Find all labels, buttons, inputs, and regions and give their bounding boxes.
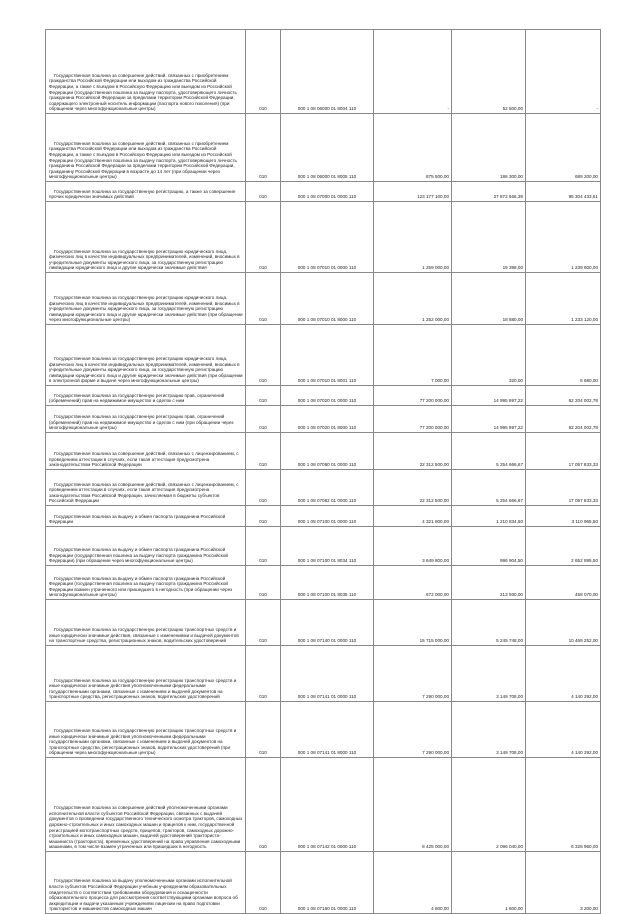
row-name-text: Государственная пошлина за государственную регистрацию юридического лица, физических лиц в качестве индивидуальных предпринимателей, изменений, вносимых в учредительные документы юридического лица, за государственную регистрацию ликвидации юридического лица и другие юридически значимые действия (при обращении в электронной форме и выдаче через многофункциональные центры)	[49, 356, 243, 384]
row-approved-cell: 15 715 000,00	[374, 600, 452, 646]
row-name-cell	[46, 758, 246, 852]
row-executed-cell: 213 930,00	[452, 566, 526, 600]
table-row	[46, 470, 601, 506]
row-name-text: Государственная пошлина за государственную регистрацию транспортных средств и иные юридически значимые действия уполномоченными федеральными государственными органами, связанные с изменением и выдачей документов на транспортные средства, регистрационных знаков, водительских удостоверений	[49, 677, 237, 700]
row-name-text: Государственная пошлина за государственную регистрацию транспортных средств и иные юридически значимые действия уполномоченными федеральными государственными органами, связанные с изменением и выдачей документов на транспортные средства, регистрационных знаков, водительских удостоверений (при обращении через многофункциональные центры)	[49, 728, 237, 756]
row-approved-cell: -	[374, 30, 452, 114]
row-approved-cell: 875 500,00	[374, 114, 452, 182]
row-remaining-cell: 10 469 252,00	[526, 600, 601, 646]
row-code-cell: 010	[246, 273, 281, 325]
row-name-cell	[46, 566, 246, 600]
row-code-cell: 010	[246, 758, 281, 852]
row-approved-cell: 123 177 100,00	[374, 182, 452, 202]
row-executed-cell: 27 872 666,39	[452, 182, 526, 202]
table-row	[46, 30, 601, 114]
row-approved-cell: 4 321 800,00	[374, 506, 452, 527]
row-remaining-cell: 458 070,00	[526, 566, 601, 600]
row-code-cell: 010	[246, 600, 281, 646]
row-executed-cell: 19 398,00	[452, 202, 526, 273]
table-row	[46, 646, 601, 702]
row-name-text: Государственная пошлина за совершение действий, связанных с лицензированием, с проведением аттестации в случаях, если такая аттестация предусмотрена законодательством Российской Федерации, зачисляемая в бюджеты субъектов Российской Федерации	[49, 481, 239, 504]
row-executed-cell: 5 254 666,67	[452, 433, 526, 470]
row-remaining-cell: 1 239 600,00	[526, 202, 601, 273]
table-row	[46, 273, 601, 325]
row-name-cell	[46, 325, 246, 386]
row-code-cell: 010	[246, 433, 281, 470]
row-remaining-cell: 6 680,00	[526, 325, 601, 386]
row-approved-cell: 22 312 500,00	[374, 470, 452, 506]
row-remaining-cell: 95 304 433,61	[526, 182, 601, 202]
row-remaining-cell: 3 200,00	[526, 852, 601, 914]
table-row	[46, 325, 601, 386]
row-name-text: Государственная пошлина за выдачу уполномоченными органами исполнительной власти субъектов Российской Федерации учебным учреждениям образовательных свидетельств о соответствии требованиям оборудования и оснащенности образовательного процесса для рассмотрения соответствующими органами вопроса об аккредитации и выдачи указанным учреждениям лицензии на право подготовки трактористов и машинистов самоходных машин	[49, 878, 238, 912]
row-name-text: Государственная пошлина за государственную регистрацию прав, ограничений (обременений) прав на недвижимое имущество и сделок с ним (при обращении через многофункциональные центры)	[49, 414, 234, 431]
row-kbk-cell: 000 1 08 07010 01 8001 110	[281, 325, 374, 386]
table-row	[46, 386, 601, 406]
row-kbk-cell: 000 1 08 07100 01 0000 110	[281, 506, 374, 527]
row-approved-cell: 672 000,00	[374, 566, 452, 600]
row-name-text: Государственная пошлина за выдачу и обмен паспорта гражданина Российской Федерации	[49, 513, 226, 525]
row-approved-cell: 3 649 800,00	[374, 527, 452, 566]
row-name-text: Государственная пошлина за выдачу и обмен паспорта гражданина Российской Федерации (государственная пошлина за выдачу паспорта гражданина Российской Федерации взамен утраченного или пришедшего в негодность (при обращении через многофункциональные центры)	[49, 575, 233, 598]
row-name-text: Государственная пошлина за государственную регистрацию, а также за совершение прочих юридически значимых действий	[49, 188, 236, 200]
row-approved-cell: 8 425 000,00	[374, 758, 452, 852]
table-row	[46, 527, 601, 566]
row-kbk-cell: 000 1 08 07080 01 0000 110	[281, 433, 374, 470]
row-name-cell	[46, 470, 246, 506]
revenue-table-body	[46, 30, 601, 914]
row-code-cell: 010	[246, 30, 281, 114]
row-name-text: Государственная пошлина за совершение действий уполномоченными органами исполнительной власти субъектов Российской Федерации, связанных с выдачей документов о проведении государственного технического осмотра тракторов, самоходных дорожно-строительных и иных самоходных машин и прицепов к ним, государственной регистрацией мототранспортных средств, прицепов, тракторов, самоходных дорожно-строительных и иных самоходных машин, выдачей удостоверений тракториста-машиниста (тракториста), временных удостоверений на право управления самоходными машинами, в том числе взамен утраченных или пришедших в негодность	[49, 805, 243, 850]
row-name-cell	[46, 30, 246, 114]
row-code-cell: 010	[246, 182, 281, 202]
row-name-cell	[46, 852, 246, 914]
table-row	[46, 433, 601, 470]
row-remaining-cell: 4 140 292,00	[526, 702, 601, 758]
row-approved-cell: 7 290 000,00	[374, 702, 452, 758]
row-name-text: Государственная пошлина за государственную регистрацию юридического лица, физических лиц в качестве индивидуальных предпринимателей, изменений, вносимых в учредительные документы юридического лица, за государственную регистрацию ликвидации юридического лица и другие юридически значимые действия	[49, 248, 240, 271]
row-code-cell: 010	[246, 852, 281, 914]
row-approved-cell: 1 252 000,00	[374, 273, 452, 325]
row-remaining-cell: 4 140 292,00	[526, 646, 601, 702]
row-executed-cell: 14 995 997,22	[452, 406, 526, 433]
row-approved-cell: 77 200 000,00	[374, 406, 452, 433]
table-row	[46, 600, 601, 646]
row-kbk-cell: 000 1 08 07140 01 0000 110	[281, 600, 374, 646]
row-name-cell	[46, 273, 246, 325]
table-row	[46, 702, 601, 758]
row-name-cell	[46, 386, 246, 406]
row-approved-cell: 7 290 000,00	[374, 646, 452, 702]
row-executed-cell: 320,00	[452, 325, 526, 386]
row-code-cell: 010	[246, 506, 281, 527]
row-code-cell: 010	[246, 470, 281, 506]
row-executed-cell: 5 254 666,67	[452, 470, 526, 506]
row-kbk-cell: 000 1 08 07142 01 0000 110	[281, 758, 374, 852]
revenue-table	[45, 29, 601, 914]
row-kbk-cell: 000 1 08 07082 01 0000 110	[281, 470, 374, 506]
table-row	[46, 852, 601, 914]
row-kbk-cell: 000 1 08 06000 01 8004 110	[281, 30, 374, 114]
row-name-cell	[46, 406, 246, 433]
row-executed-cell: 18 880,00	[452, 273, 526, 325]
row-executed-cell: 1 210 834,50	[452, 506, 526, 527]
row-approved-cell: 4 800,00	[374, 852, 452, 914]
row-name-cell	[46, 506, 246, 527]
row-executed-cell: 3 149 708,00	[452, 702, 526, 758]
row-name-text: Государственная пошлина за совершение действий, связанных с приобретением гражданства Российской Федерации или выходом из гражданства Российской Федерации, а также с въездом в Российскую Федерацию или выездом из Российской Федерации (государственная пошлина за выдачу паспорта, удостоверяющего личность гражданина Российской Федерации за пределами территории Российской Федерации, гражданину Российской Федерации в возрасте до 14 лет (при обращении через многофункциональные центры)	[49, 140, 237, 180]
row-kbk-cell: 000 1 08 07000 01 0000 110	[281, 182, 374, 202]
row-remaining-cell: 1 233 120,00	[526, 273, 601, 325]
row-kbk-cell: 000 1 08 07010 01 0000 110	[281, 202, 374, 273]
row-approved-cell: 77 200 000,00	[374, 386, 452, 406]
row-name-cell	[46, 702, 246, 758]
row-remaining-cell: 62 204 002,78	[526, 406, 601, 433]
row-code-cell: 010	[246, 646, 281, 702]
row-name-text: Государственная пошлина за совершение действий, связанных с приобретением гражданства Российской Федерации или выходом из гражданства Российской Федерации, а также с въездом в Российскую Федерацию или выездом из Российской Федерации (государственная пошлина за выдачу паспорта, удостоверяющего личность гражданина Российской Федерации за пределами территории Российской Федерации, содержащего электронный носитель информации (паспорта нового поколения) (при обращении через многофункциональные центры)	[49, 72, 237, 112]
row-approved-cell: 1 259 000,00	[374, 202, 452, 273]
row-name-cell	[46, 600, 246, 646]
row-remaining-cell: 689 200,00	[526, 114, 601, 182]
row-code-cell: 010	[246, 702, 281, 758]
row-kbk-cell: 000 1 08 07141 01 8000 110	[281, 702, 374, 758]
row-remaining-cell: 2 652 895,50	[526, 527, 601, 566]
table-row	[46, 506, 601, 527]
row-approved-cell: 7 000,00	[374, 325, 452, 386]
table-row	[46, 202, 601, 273]
row-remaining-cell: -	[526, 30, 601, 114]
row-name-text: Государственная пошлина за выдачу и обмен паспорта гражданина Российской Федерации (государственная пошлина за выдачу паспорта гражданина Российской Федерации) (при обращении через многофункциональные центры)	[49, 547, 228, 564]
row-kbk-cell: 000 1 08 07020 01 0000 110	[281, 386, 374, 406]
row-remaining-cell: 17 057 833,33	[526, 433, 601, 470]
row-name-text: Государственная пошлина за совершение действий, связанных с лицензированием, с проведением аттестации в случаях, если такая аттестация предусмотрена законодательством Российской Федерации	[49, 451, 239, 468]
row-executed-cell: 5 245 748,00	[452, 600, 526, 646]
row-remaining-cell: 6 328 960,00	[526, 758, 601, 852]
row-executed-cell: 1 600,00	[452, 852, 526, 914]
row-remaining-cell: 3 110 965,50	[526, 506, 601, 527]
row-executed-cell: 3 149 708,00	[452, 646, 526, 702]
row-kbk-cell: 000 1 08 06000 01 8005 110	[281, 114, 374, 182]
row-remaining-cell: 62 204 002,78	[526, 386, 601, 406]
row-kbk-cell: 000 1 08 07141 01 0000 110	[281, 646, 374, 702]
row-name-cell	[46, 646, 246, 702]
row-kbk-cell: 000 1 08 07100 01 8035 110	[281, 566, 374, 600]
row-kbk-cell: 000 1 08 07100 01 8034 110	[281, 527, 374, 566]
row-executed-cell: 2 096 040,00	[452, 758, 526, 852]
row-code-cell: 010	[246, 325, 281, 386]
table-row	[46, 566, 601, 600]
row-kbk-cell: 000 1 08 07010 01 8000 110	[281, 273, 374, 325]
row-name-text: Государственная пошлина за государственную регистрацию прав, ограничений (обременений) прав на недвижимое имущество и сделок с ним	[49, 392, 225, 404]
row-name-text: Государственная пошлина за государственную регистрацию юридического лица, физических лиц в качестве индивидуальных предпринимателей, изменений, вносимых в учредительные документы юридического лица, за государственную регистрацию ликвидации юридического лица и другие юридически значимые действия (при обращении через многофункциональные центры)	[49, 295, 243, 323]
row-code-cell: 010	[246, 527, 281, 566]
table-row	[46, 406, 601, 433]
row-name-cell	[46, 527, 246, 566]
row-remaining-cell: 17 057 833,33	[526, 470, 601, 506]
row-code-cell: 010	[246, 202, 281, 273]
row-approved-cell: 22 312 500,00	[374, 433, 452, 470]
report-page	[45, 29, 600, 914]
row-executed-cell: 996 904,50	[452, 527, 526, 566]
table-row	[46, 182, 601, 202]
row-name-cell	[46, 182, 246, 202]
row-kbk-cell: 000 1 08 07160 01 0000 110	[281, 852, 374, 914]
row-name-text: Государственная пошлина за государственную регистрацию транспортных средств и иные юридически значимые действия, связанные с изменениями и выдачей документов на транспортные средства, регистрационных знаков, водительских удостоверений	[49, 627, 239, 644]
row-name-cell	[46, 202, 246, 273]
row-code-cell: 010	[246, 114, 281, 182]
row-executed-cell: 14 995 997,22	[452, 386, 526, 406]
row-name-cell	[46, 433, 246, 470]
table-row	[46, 114, 601, 182]
row-kbk-cell: 000 1 08 07020 01 8000 110	[281, 406, 374, 433]
row-executed-cell: 186 300,00	[452, 114, 526, 182]
row-code-cell: 010	[246, 386, 281, 406]
row-name-cell	[46, 114, 246, 182]
row-code-cell: 010	[246, 406, 281, 433]
table-row	[46, 758, 601, 852]
row-executed-cell: 52 500,00	[452, 30, 526, 114]
row-code-cell: 010	[246, 566, 281, 600]
